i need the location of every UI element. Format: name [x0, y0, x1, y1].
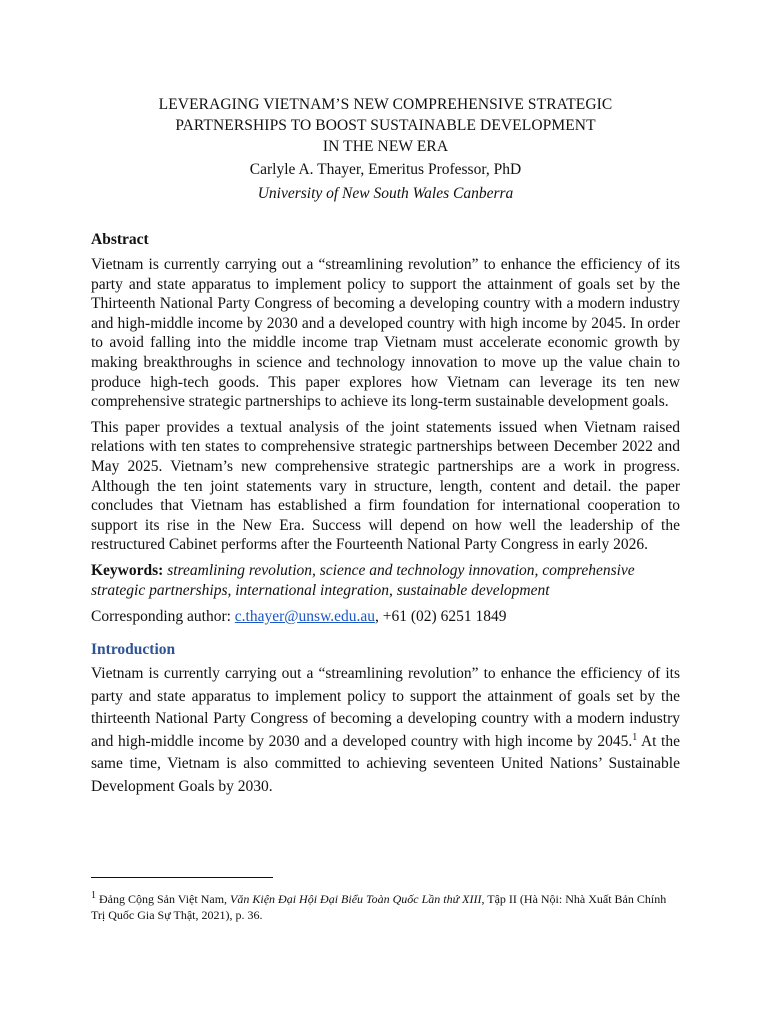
author-line: Carlyle A. Thayer, Emeritus Professor, PhD [249, 161, 522, 178]
keywords-line [91, 561, 680, 601]
title-line-1: LEVERAGING VIETNAM’S NEW COMPREHENSIVE STRATEGIC [158, 96, 613, 113]
title-line-2: PARTNERSHIPS TO BOOST SUSTAINABLE DEVELOPMENT [175, 117, 596, 134]
footnote-1 [91, 891, 680, 923]
footnote-reference[interactable]: 1 [632, 731, 638, 743]
footnote-author: Đảng Cộng Sản Việt Nam, [96, 892, 231, 906]
footnote-title: Văn Kiện Đại Hội Đại Biểu Toàn Quốc Lần thứ XIII [230, 892, 482, 906]
email-link[interactable]: c.thayer@unsw.edu.au [234, 607, 376, 625]
paper-title [91, 94, 680, 157]
paper-content [91, 94, 680, 798]
intro-text-part-1: Vietnam is currently carrying out a “streamlining revolution” to enhance the efficiency of its party and state apparatus to implement policy to support the attainment of goals set by the thirteenth National Party Congress of becoming a developing country with a modern industry and high-middle income by 2030 and a developed country with high income by 2045. [91, 664, 680, 750]
keywords-text: streamlining revolution, science and technology innovation, comprehensive strategic partnerships, international integration, sustainable development [91, 561, 635, 599]
intro-text-part-2: At the same time, Vietnam is also committed to achieving seventeen United Nations’ Sustainable Development Goals by 2030. [91, 732, 680, 795]
footnote-separator [91, 877, 273, 878]
footnote-rest: , Tập II (Hà Nội: Nhà Xuất Bản Chính Trị Quốc Gia Sự Thật, 2021), p. 36. [91, 892, 667, 922]
introduction-heading: Introduction [91, 640, 176, 658]
abstract-paragraph-1: Vietnam is currently carrying out a “streamlining revolution” to enhance the efficiency of its party and state apparatus to implement policy to support the attainment of goals set by the Thirteenth National Party Congress of becoming a developing country with a modern industry and high-middle income by 2030 and a developed country with high income by 2045. In order to avoid falling into the middle income trap Vietnam must accelerate economic growth by making breakthroughs in science and technology innovation to move up the value chain to produce high-tech goods. This paper explores how Vietnam can leverage its ten new comprehensive strategic partnerships to achieve its long-term sustainable development goals. [91, 256, 680, 411]
introduction-paragraph [91, 663, 680, 799]
corresponding-label: Corresponding author: [91, 607, 231, 625]
abstract-heading: Abstract [91, 231, 149, 248]
title-line-3: IN THE NEW ERA [322, 138, 449, 155]
affiliation-line: University of New South Wales Canberra [257, 185, 514, 202]
phone-text: , +61 (02) 6251 1849 [375, 607, 507, 625]
abstract-paragraph-2: This paper provides a textual analysis of the joint statements issued when Vietnam raised relations with ten states to comprehensive strategic partnerships between December 2022 and May 2025. Vietnam’s new comprehensive strategic partnerships are a work in progress. Although the ten joint statements vary in structure, length, content and detail. the paper concludes that Vietnam has established a firm foundation for international cooperation to support its rise in the New Era. Success will depend on how well the leadership of the restructured Cabinet performs after the Fourteenth National Party Congress in early 2026. [91, 418, 680, 554]
footnote-mark: 1 [91, 890, 96, 901]
keywords-label: Keywords: [91, 561, 164, 579]
corresponding-author-line [91, 607, 680, 627]
